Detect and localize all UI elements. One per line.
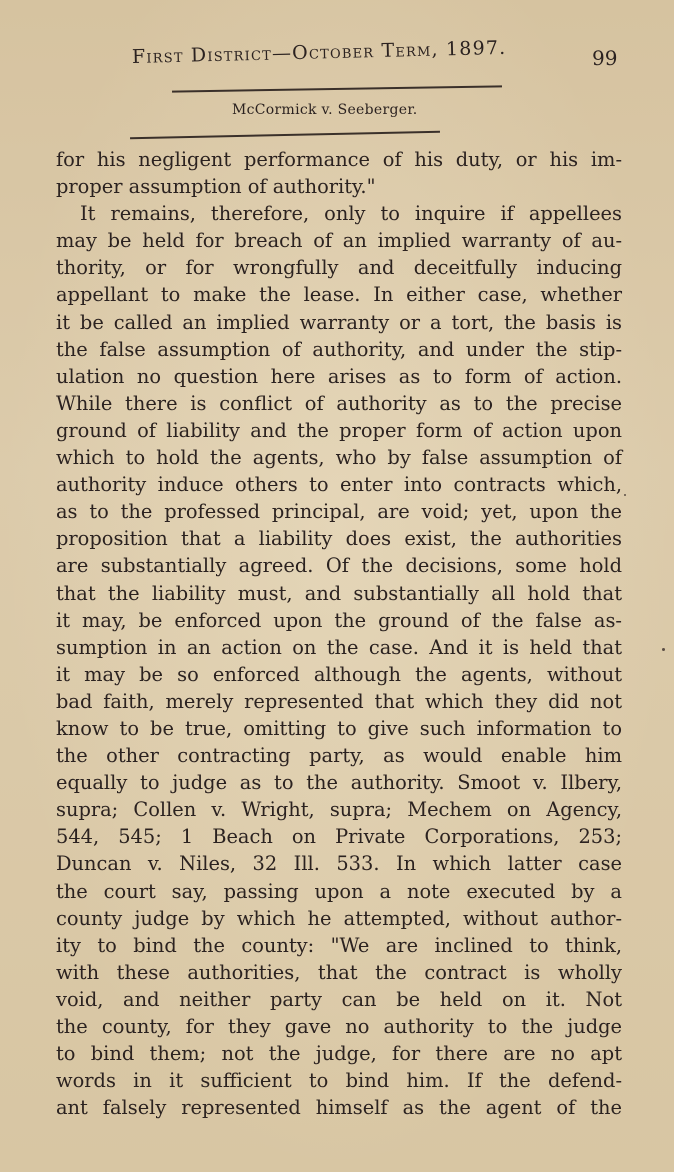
text-line: the false assumption of authority, and under the stip- [56,337,622,361]
text-line: While there is conflict of authority as to the precise [56,391,622,415]
text-line: may be held for breach of an implied warranty of au- [56,229,622,253]
header-rule-bottom [130,131,440,139]
text-line: the county, for they gave no authority to the judge [56,1015,622,1038]
text-line: bad faith, merely represented that which they did not [56,689,622,713]
running-title: First District—October Term, 1897. [131,36,507,68]
page-header [0,0,674,130]
text-line: ity to bind the county: "We are inclined to think, [56,933,622,957]
case-title: McCormick v. Seeberger. [232,102,418,118]
text-line: it may, be enforced upon the ground of the false as- [56,608,622,632]
text-line: ground of liability and the proper form of action upon [56,418,622,442]
text-line: supra; Collen v. Wright, supra; Mechem on Agency, [56,798,622,822]
text-line: thority, or for wrongfully and deceitfully inducing [56,256,622,280]
text-line: proper assumption of authority." [56,175,376,199]
text-line: Duncan v. Niles, 32 Ill. 533. In which latter case [56,852,622,876]
page-number: 99 [592,46,618,70]
text-line: with these authorities, that the contract is wholly [56,960,622,984]
text-line: ant falsely represented himself as the agent of the [56,1096,622,1120]
text-line: the other contracting party, as would enable him [56,744,622,768]
text-line: the court say, passing upon a note executed by a [56,879,622,903]
body-text [56,146,622,1121]
text-line: proposition that a liability does exist, the authorities [56,527,622,551]
text-line: equally to judge as to the authority. Smoot v. Ilbery, [56,771,622,795]
text-line: are substantially agreed. Of the decisions, some hold [56,554,622,578]
text-line: appellant to make the lease. In either case, whether [56,283,622,307]
text-line: it be called an implied warranty or a tort, the basis is [56,310,622,334]
text-line: 544, 545; 1 Beach on Private Corporations, 253; [56,825,622,849]
text-line: that the liability must, and substantially all hold that [56,581,622,605]
text-line: it may be so enforced although the agents, without [56,662,622,686]
header-rule-top [172,85,502,92]
text-line: as to the professed principal, are void; yet, upon the [56,500,622,524]
text-line: to bind them; not the judge, for there are no apt [56,1042,622,1066]
text-line: know to be true, omitting to give such information to [56,716,622,740]
ink-speck [624,494,626,496]
text-line: county judge by which he attempted, without author- [56,906,622,930]
text-line: void, and neither party can be held on it. Not [56,987,622,1011]
text-line: which to hold the agents, who by false assumption of [56,446,622,470]
text-line: words in it sufficient to bind him. If the defend- [56,1069,622,1093]
ink-speck [662,648,665,651]
text-line: authority induce others to enter into contracts which, [56,473,622,497]
text-line: It remains, therefore, only to inquire if appellees [80,202,622,226]
text-line: ulation no question here arises as to form of action. [56,364,622,388]
text-line: sumption in an action on the case. And it is held that [56,635,622,659]
text-line: for his negligent performance of his duty, or his im- [56,148,622,171]
